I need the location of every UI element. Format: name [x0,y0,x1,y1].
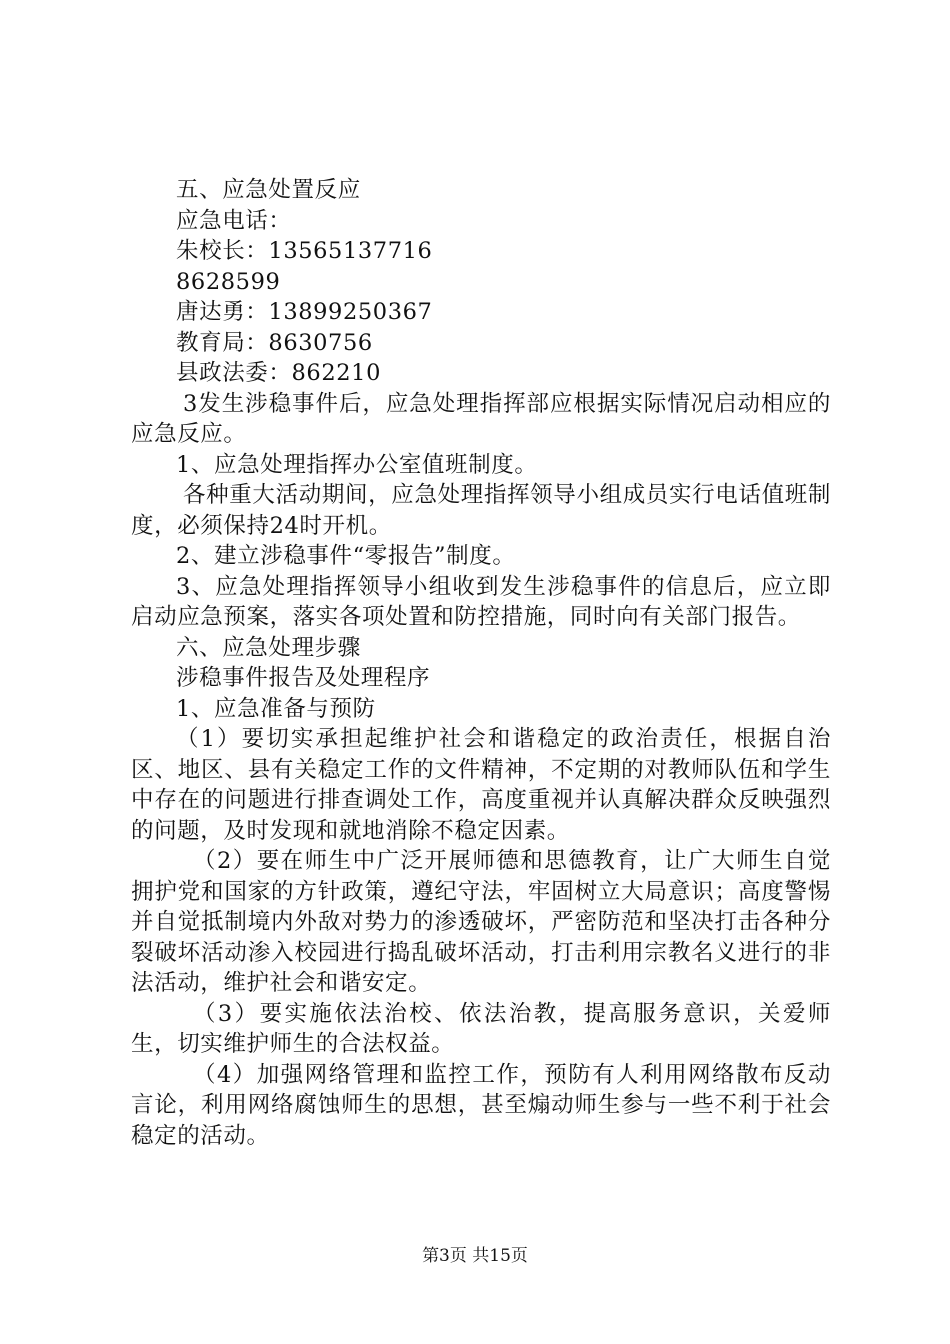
paragraph-incident-report: 3、应急处理指挥领导小组收到发生涉稳事件的信息后，应立即启动应急预案，落实各项处置和防控措施，同时向有关部门报告。 [131,573,831,630]
paragraph-zero-report-heading: 2、建立涉稳事件“零报告”制度。 [176,543,516,569]
section-heading-5: 五、应急处置反应 [176,177,361,203]
phone-office-number: 8628599 [176,268,281,295]
emergency-phone-label: 应急电话： [176,207,292,234]
section-heading-6: 六、应急处理步骤 [176,634,361,661]
paragraph-emergency-response: 3发生涉稳事件后，应急处理指挥部应根据实际情况启动相应的应急反应。 [131,390,831,447]
phone-principal-zhu: 朱校长：13565137716 [176,238,433,264]
paragraph-item-3: （3）要实施依法治校、依法治教，提高服务意识，关爱师生，切实维护师生的合法权益。 [131,1000,831,1057]
document-body [131,175,831,1151]
paragraph-duty-system: 各种重大活动期间，应急处理指挥领导小组成员实行电话值班制度，必须保持24时开机。 [131,482,831,539]
paragraph-item-2: （2）要在师生中广泛开展师德和思德教育，让广大师生自觉拥护党和国家的方针政策，遵纪守法，牢固树立大局意识；高度警惕并自觉抵制境内外敌对势力的渗透破坏，严密防范和坚决打击各种分裂破坏活动渗入校园进行捣乱破坏活动，打击利用宗教名义进行的非法活动，维护社会和谐安定。 [131,848,831,996]
phone-education-bureau: 教育局：8630756 [176,329,373,356]
phone-political-legal-committee: 县政法委：862210 [176,360,381,386]
page-number-footer: 第3页 共15页 [422,1246,528,1266]
phone-tang-dayong: 唐达勇：13899250367 [176,299,433,325]
paragraph-item-1: （1）要切实承担起维护社会和谐稳定的政治责任，根据自治区、地区、县有关稳定工作的文件精神，不定期的对教师队伍和学生中存在的问题进行排查调处工作，高度重视并认真解决群众反映强烈的问题，及时发现和就地消除不稳定因素。 [131,726,831,844]
paragraph-preparation-heading: 1、应急准备与预防 [176,695,376,722]
paragraph-item-4: （4）加强网络管理和监控工作，预防有人利用网络散布反动言论，利用网络腐蚀师生的思想，甚至煽动师生参与一些不利于社会稳定的活动。 [131,1061,831,1149]
paragraph-procedure-title: 涉稳事件报告及处理程序 [176,665,431,691]
paragraph-duty-system-heading: 1、应急处理指挥办公室值班制度。 [176,451,538,478]
